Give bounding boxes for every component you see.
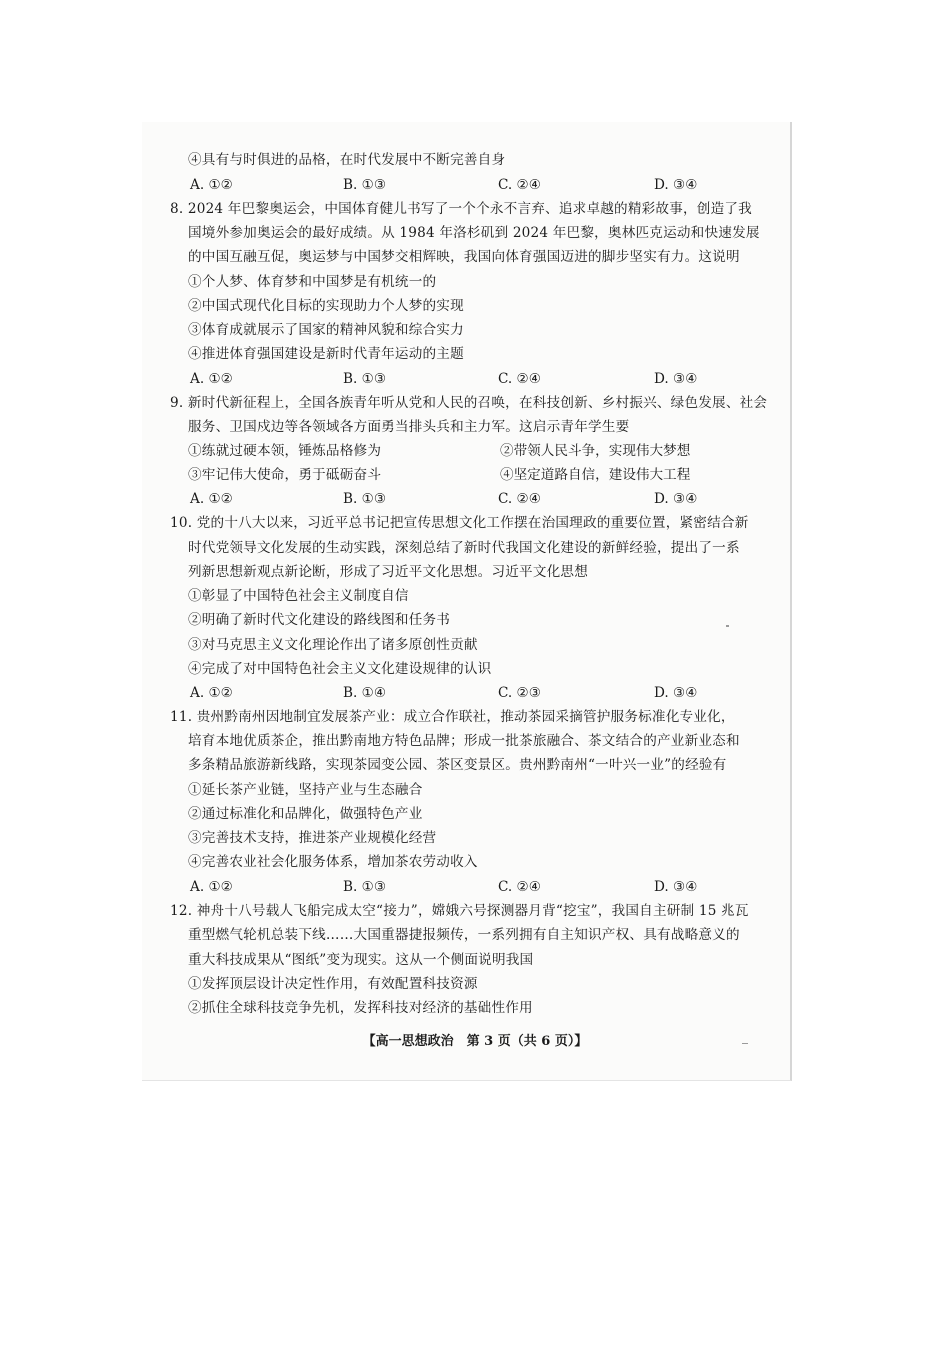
q12-stem-line: 重型燃气轮机总装下线……大国重器捷报频传，一系列拥有自主知识产权、具有战略意义的 <box>188 927 740 943</box>
q11-option-c: C. ②④ <box>498 879 541 895</box>
q9-option-b: B. ①③ <box>343 491 387 507</box>
q11-item-2: ②通过标准化和品牌化，做强特色产业 <box>188 806 423 822</box>
q12-item-2: ②抓住全球科技竞争先机，发挥科技对经济的基础性作用 <box>188 1000 533 1016</box>
q11-option-b: B. ①③ <box>343 879 387 895</box>
q11-option-a: A. ①② <box>190 879 233 895</box>
q11-stem-line: 11. 贵州黔南州因地制宜发展茶产业：成立合作联社，推动茶园采摘管护服务标准化专业化， <box>170 709 735 725</box>
page-footer: 【高一思想政治 第 3 页（共 6 页）】 <box>362 1034 588 1049</box>
q8-stem-line: 8. 2024 年巴黎奥运会，中国体育健儿书写了一个个永不言弃、追求卓越的精彩故事，创造了我 <box>170 201 752 217</box>
q9-item-1: ①练就过硬本领，锤炼品格修为 <box>188 443 382 459</box>
q8-option-b: B. ①③ <box>343 371 387 387</box>
q8-item-2: ②中国式现代化目标的实现助力个人梦的实现 <box>188 298 464 314</box>
scan-speck <box>726 625 729 627</box>
q9-item-3: ③牢记伟大使命，勇于砥砺奋斗 <box>188 467 382 483</box>
q7-item-4: ④具有与时俱进的品格，在时代发展中不断完善自身 <box>188 152 506 168</box>
q10-stem-line: 时代党领导文化发展的生动实践，深刻总结了新时代我国文化建设的新鲜经验，提出了一系 <box>188 540 740 556</box>
q8-item-3: ③体育成就展示了国家的精神风貌和综合实力 <box>188 322 464 338</box>
q10-stem-line: 列新思想新观点新论断，形成了习近平文化思想。习近平文化思想 <box>188 564 589 580</box>
q10-option-b: B. ①④ <box>343 685 387 701</box>
q11-stem-line: 多条精品旅游新线路，实现茶园变公园、茶区变景区。贵州黔南州“一叶兴一业”的经验有 <box>188 757 727 773</box>
scan-speck <box>742 1043 748 1044</box>
q9-stem-line: 9. 新时代新征程上，全国各族青年听从党和人民的召唤，在科技创新、乡村振兴、绿色发展、社会 <box>170 395 768 411</box>
q8-option-a: A. ①② <box>190 371 233 387</box>
q10-item-4: ④完成了对中国特色社会主义文化建设规律的认识 <box>188 661 492 677</box>
q9-option-a: A. ①② <box>190 491 233 507</box>
q10-stem-line: 10. 党的十八大以来，习近平总书记把宣传思想文化工作摆在治国理政的重要位置，紧密结合新 <box>170 515 749 531</box>
q11-item-1: ①延长茶产业链，坚持产业与生态融合 <box>188 782 423 798</box>
q9-option-d: D. ③④ <box>654 491 698 507</box>
q12-item-1: ①发挥顶层设计决定性作用，有效配置科技资源 <box>188 976 478 992</box>
q11-item-4: ④完善农业社会化服务体系，增加茶农劳动收入 <box>188 854 478 870</box>
q11-stem-line: 培育本地优质茶企，推出黔南地方特色品牌；形成一批茶旅融合、茶文结合的产业新业态和 <box>188 733 740 749</box>
q10-item-1: ①彰显了中国特色社会主义制度自信 <box>188 588 409 604</box>
q10-option-a: A. ①② <box>190 685 233 701</box>
q8-option-d: D. ③④ <box>654 371 698 387</box>
q7-option-d: D. ③④ <box>654 177 698 193</box>
q10-option-d: D. ③④ <box>654 685 698 701</box>
q9-item-2: ②带领人民斗争，实现伟大梦想 <box>500 443 691 459</box>
q10-option-c: C. ②③ <box>498 685 541 701</box>
q7-option-b: B. ①③ <box>343 177 387 193</box>
q8-option-c: C. ②④ <box>498 371 541 387</box>
q7-option-a: A. ①② <box>190 177 233 193</box>
q12-stem-line: 重大科技成果从“图纸”变为现实。这从一个侧面说明我国 <box>188 952 534 968</box>
q9-option-c: C. ②④ <box>498 491 541 507</box>
q7-option-c: C. ②④ <box>498 177 541 193</box>
q9-stem-line: 服务、卫国戍边等各领域各方面勇当排头兵和主力军。这启示青年学生要 <box>188 419 630 435</box>
q11-option-d: D. ③④ <box>654 879 698 895</box>
q12-stem-line: 12. 神舟十八号载人飞船完成太空“接力”，嫦娥六号探测器月背“挖宝”，我国自主研制 15 兆瓦 <box>170 903 749 919</box>
q8-item-4: ④推进体育强国建设是新时代青年运动的主题 <box>188 346 464 362</box>
q11-item-3: ③完善技术支持，推进茶产业规模化经营 <box>188 830 437 846</box>
q10-item-2: ②明确了新时代文化建设的路线图和任务书 <box>188 612 451 628</box>
q8-item-1: ①个人梦、体育梦和中国梦是有机统一的 <box>188 274 437 290</box>
q9-item-4: ④坚定道路自信，建设伟大工程 <box>500 467 691 483</box>
q8-stem-line: 国境外参加奥运会的最好成绩。从 1984 年洛杉矶到 2024 年巴黎，奥林匹克运动和快速发展 <box>188 225 760 241</box>
q10-item-3: ③对马克思主义文化理论作出了诸多原创性贡献 <box>188 637 478 653</box>
q8-stem-line: 的中国互融互促，奥运梦与中国梦交相辉映，我国向体育强国迈进的脚步坚实有力。这说明 <box>188 249 740 265</box>
